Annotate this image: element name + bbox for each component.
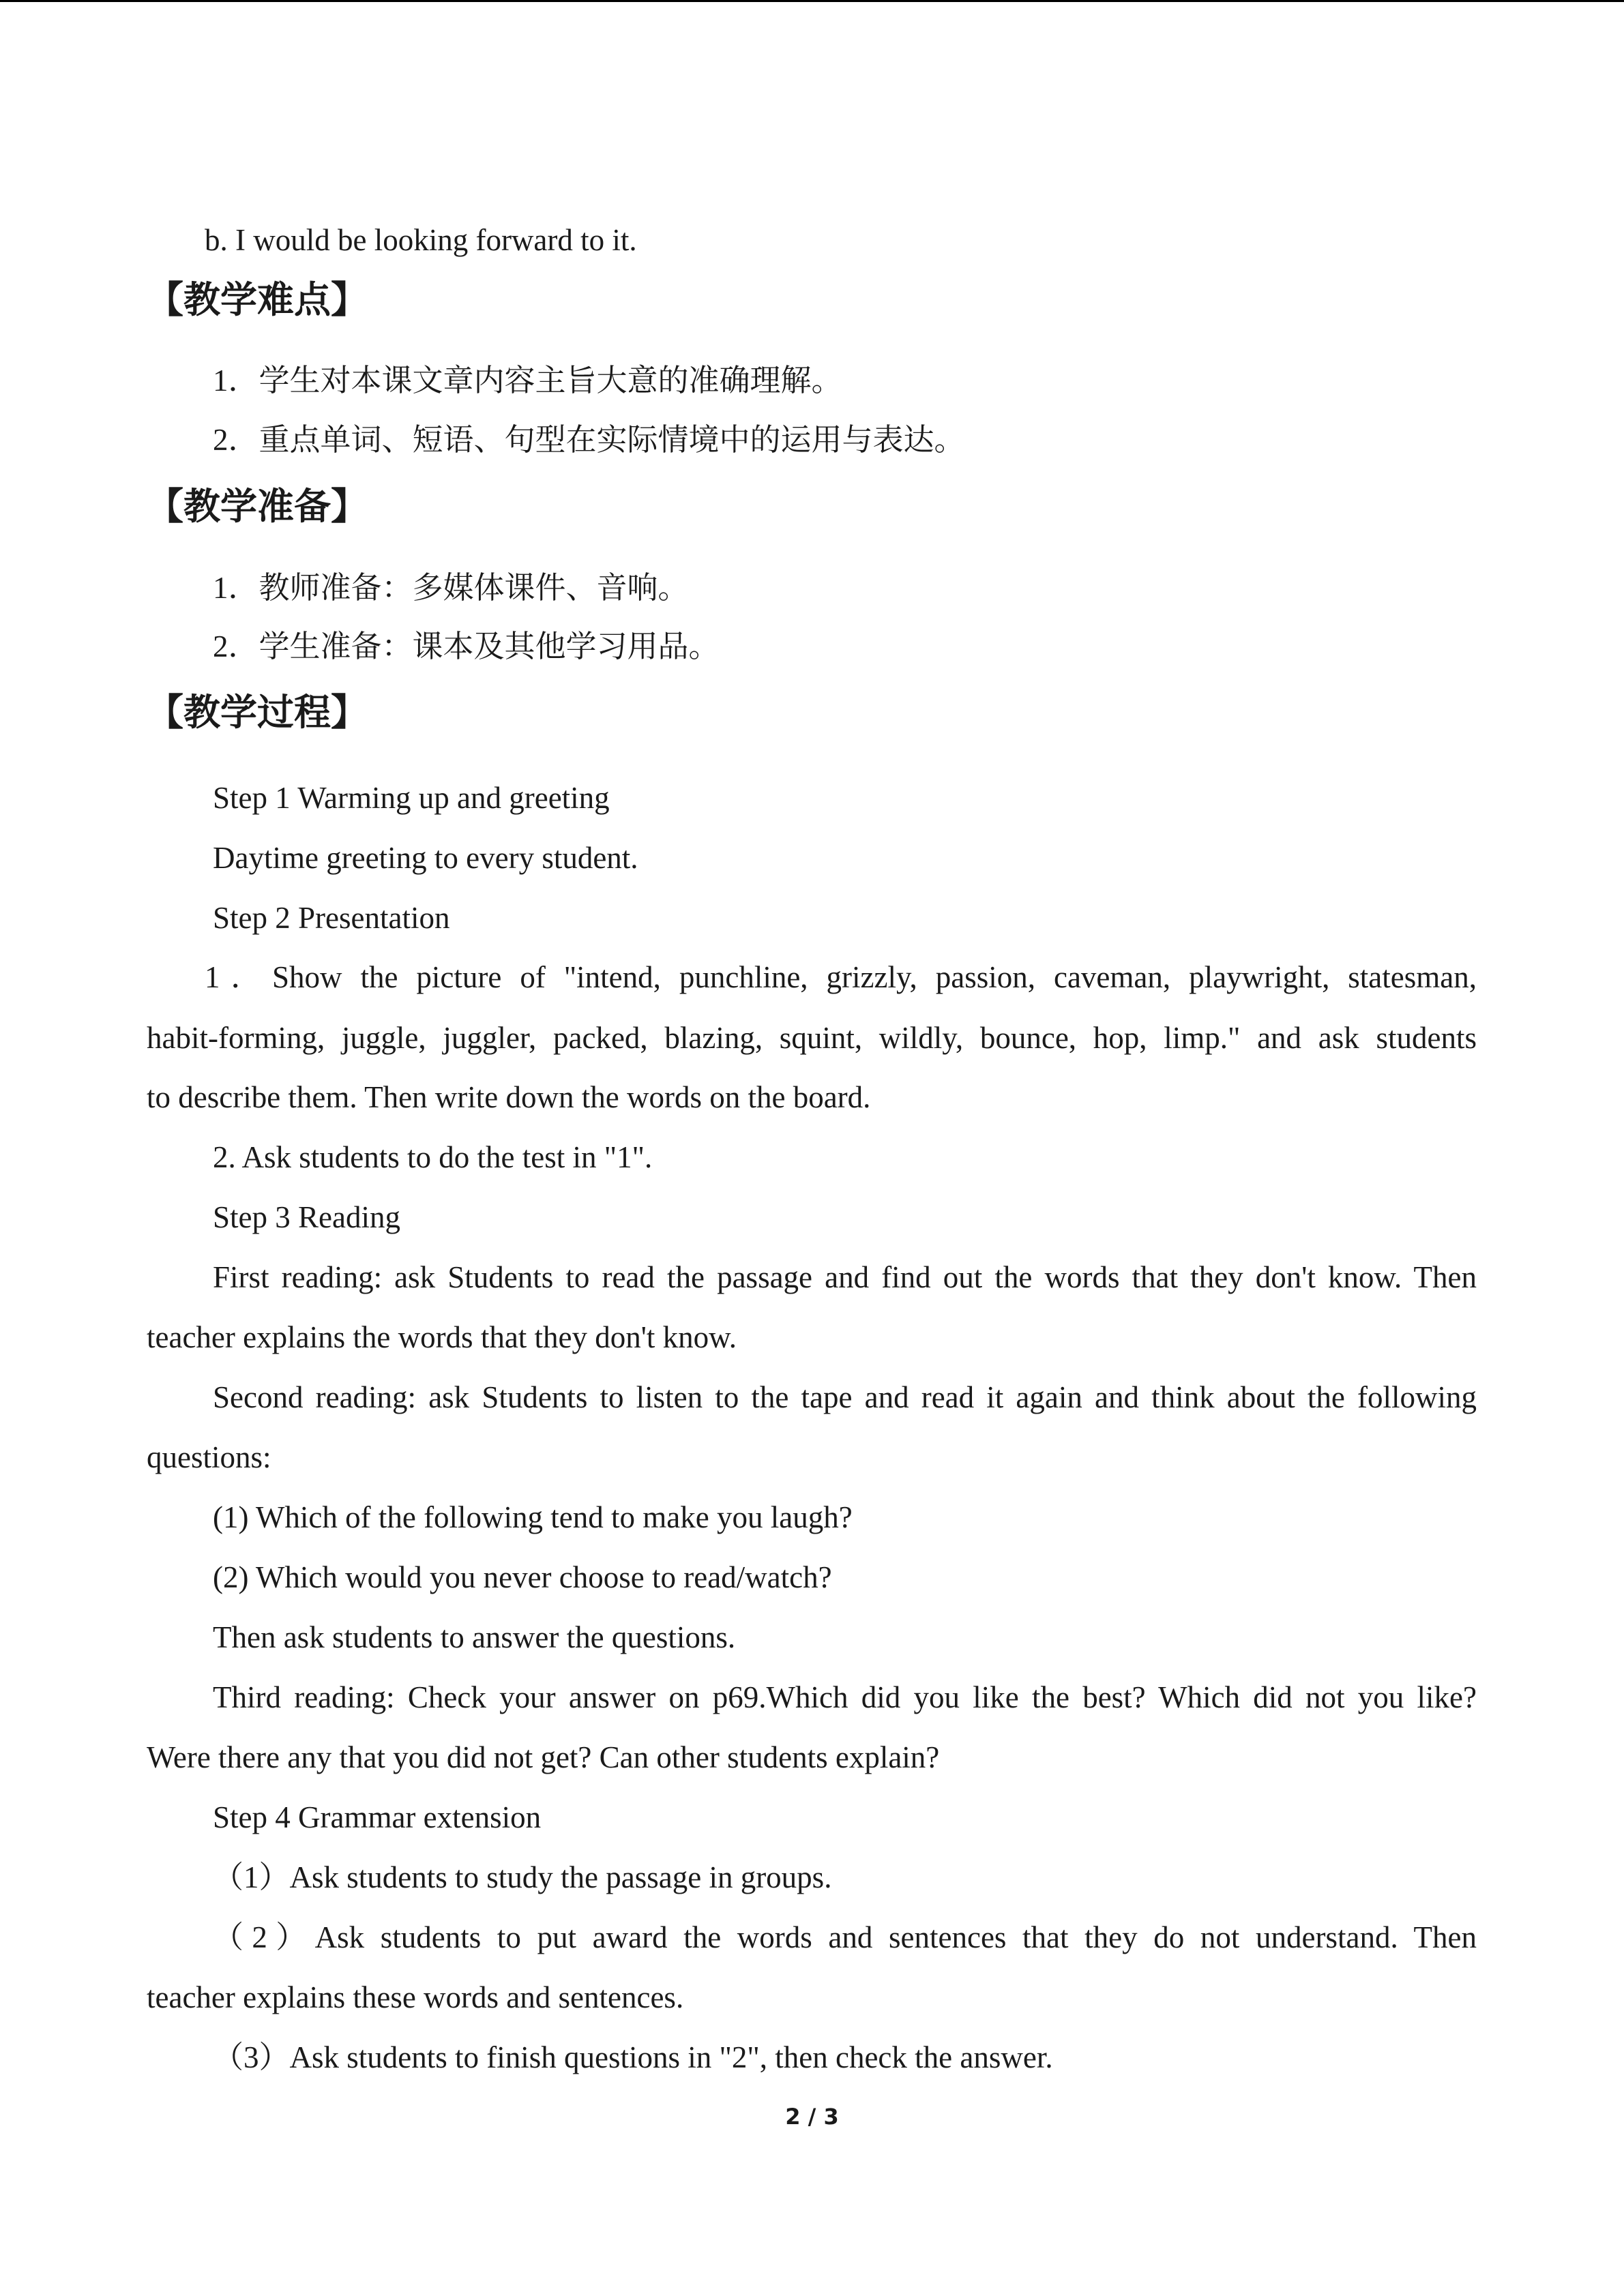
section-heading-preparation: 【教学准备】 [147, 485, 368, 528]
text-line: Third reading: Check your answer on p69.Which did you like the best? Which did not you like? [213, 1680, 1477, 1714]
text-line: questions: [147, 1440, 271, 1474]
text-line: Then ask students to answer the questions. [213, 1620, 736, 1654]
text-line: 2. Ask students to do the test in "1". [213, 1140, 653, 1174]
text-line: (1) Which of the following tend to make you laugh? [213, 1500, 853, 1534]
text-line: Step 1 Warming up and greeting [213, 781, 610, 815]
text-line: Step 3 Reading [213, 1200, 400, 1234]
text-line: 1．Show the picture of "intend, punchline, grizzly, passion, caveman, playwright, statesman, [205, 960, 1477, 994]
text-line: teacher explains these words and sentences. [147, 1980, 684, 2014]
text-line: （3）Ask students to finish questions in "2", then check the answer. [213, 2040, 1053, 2074]
text-line: Daytime greeting to every student. [213, 841, 638, 875]
text-line: to describe them. Then write down the words on the board. [147, 1080, 871, 1114]
text-line: Second reading: ask Students to listen to the tape and read it again and think about the following [213, 1380, 1477, 1414]
text-line: 2．重点单词、短语、句型在实际情境中的运用与表达。 [213, 423, 965, 457]
top-border [0, 0, 1624, 2]
text-line: b. I would be looking forward to it. [205, 223, 637, 257]
text-line: 1．教师准备：多媒体课件、音响。 [213, 571, 689, 605]
page-number: 2 / 3 [785, 2104, 839, 2130]
text-line: 1．学生对本课文章内容主旨大意的准确理解。 [213, 363, 842, 398]
text-line: teacher explains the words that they don't know. [147, 1320, 737, 1354]
text-line: Were there any that you did not get? Can other students explain? [147, 1740, 940, 1774]
section-heading-difficulty: 【教学难点】 [147, 278, 368, 321]
text-line: (2) Which would you never choose to read/watch? [213, 1560, 832, 1594]
text-line: Step 4 Grammar extension [213, 1800, 542, 1834]
text-line: Step 2 Presentation [213, 901, 450, 935]
text-line: 2．学生准备：课本及其他学习用品。 [213, 629, 720, 664]
text-line: （1）Ask students to study the passage in groups. [213, 1860, 832, 1894]
text-line: habit-forming, juggle, juggler, packed, blazing, squint, wildly, bounce, hop, limp." and ask students [147, 1021, 1477, 1055]
text-line: First reading: ask Students to read the passage and find out the words that they don't know. Then [213, 1260, 1477, 1294]
text-line: （2）Ask students to put award the words and sentences that they do not understand. Then [213, 1920, 1477, 1954]
section-heading-process: 【教学过程】 [147, 691, 368, 734]
